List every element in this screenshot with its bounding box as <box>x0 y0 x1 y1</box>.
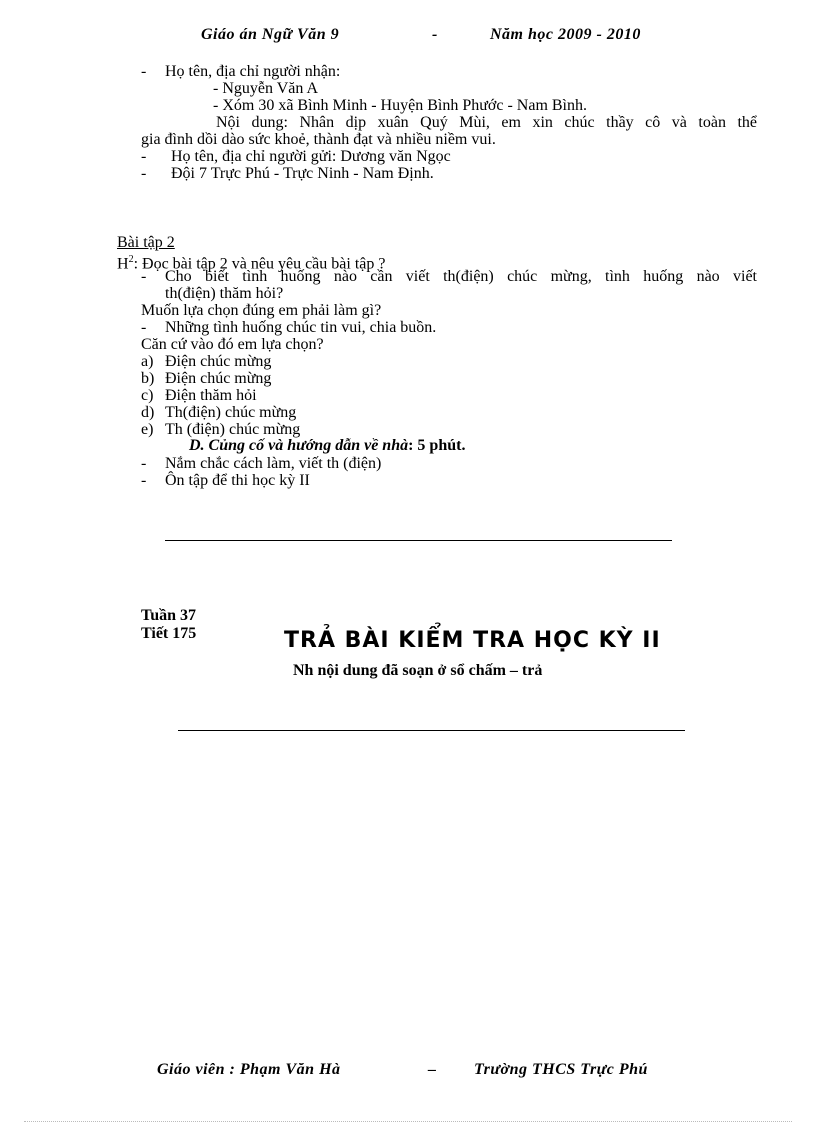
question-superscript: 2 <box>128 254 134 265</box>
bullet: - <box>141 63 147 80</box>
question-3: Căn cứ vào đó em lựa chọn? <box>141 336 324 353</box>
lesson-title: TRẢ BÀI KIỂM TRA HỌC KỲ II <box>284 628 661 653</box>
header-subject: Giáo án Ngữ Văn 9 <box>201 26 340 43</box>
bullet: - <box>141 165 147 182</box>
exercise-title: Bài tập 2 <box>117 234 175 251</box>
option-letter: e) <box>141 421 154 438</box>
header-separator: - <box>432 26 438 43</box>
option-letter: d) <box>141 404 155 421</box>
option-letter: b) <box>141 370 155 387</box>
recipient-label: Họ tên, địa chỉ người nhận: <box>165 63 341 80</box>
lesson-week: Tuần 37 <box>141 607 196 624</box>
divider-line <box>165 540 672 541</box>
option-text: Điện chúc mừng <box>165 370 272 387</box>
question-prefix: H <box>117 255 129 273</box>
option-text: Th (điện) chúc mừng <box>165 421 301 438</box>
lesson-period: Tiết 175 <box>141 625 197 642</box>
sender-label: Họ tên, địa chỉ người gửi: Dương văn Ngọc <box>171 148 451 165</box>
bullet: - <box>141 319 147 336</box>
bullet: - <box>141 455 147 472</box>
footer-teacher: Giáo viên : Phạm Văn Hà <box>157 1061 341 1078</box>
consolidation-item: Nắm chắc cách làm, viết th (điện) <box>165 455 382 472</box>
footer-separator: – <box>428 1061 437 1078</box>
greeting-content-line2: gia đình dồi dào sức khoẻ, thành đạt và nhiều niềm vui. <box>141 131 496 148</box>
divider-line <box>178 730 685 731</box>
consolidation-item: Ôn tập để thi học kỳ II <box>165 472 310 489</box>
consolidation-duration: : 5 phút. <box>408 437 466 454</box>
recipient-name: - Nguyễn Văn A <box>213 80 319 97</box>
greeting-content-line1: Nội dung: Nhân dịp xuân Quý Mùi, em xin chúc thầy cô và toàn thể <box>216 114 757 131</box>
option-text: Điện chúc mừng <box>165 353 272 370</box>
consolidation-heading <box>189 437 465 454</box>
sender-address: Đội 7 Trực Phú - Trực Ninh - Nam Định. <box>171 165 434 182</box>
option-text: Điện thăm hỏi <box>165 387 257 404</box>
page-edge-line <box>24 1121 792 1122</box>
question-2: Muốn lựa chọn đúng em phải làm gì? <box>141 302 382 319</box>
lesson-subtitle: Nh nội dung đã soạn ở sổ chấm – trả <box>293 662 543 679</box>
recipient-address: - Xóm 30 xã Bình Minh - Huyện Bình Phước - Nam Bình. <box>213 97 587 114</box>
consolidation-title: D. Củng cố và hướng dẫn về nhà <box>189 437 409 454</box>
header-school-year: Năm học 2009 - 2010 <box>490 26 641 43</box>
bullet: - <box>141 148 147 165</box>
answer-2: Những tình huống chúc tin vui, chia buồn. <box>165 319 437 336</box>
option-letter: c) <box>141 387 154 404</box>
option-text: Th(điện) chúc mừng <box>165 404 297 421</box>
bullet: - <box>141 472 147 489</box>
bullet: - <box>141 268 147 285</box>
question-1-line1: Cho biết tình huống nào cần viết th(điện) chúc mừng, tình huống nào viết <box>165 268 757 285</box>
question-text: : Đọc bài tập 2 và nêu yêu cầu bài tập ? <box>133 255 386 273</box>
footer-school: Trường THCS Trực Phú <box>474 1061 648 1078</box>
question-1-line2: th(điện) thăm hỏi? <box>165 285 284 302</box>
option-letter: a) <box>141 353 154 370</box>
